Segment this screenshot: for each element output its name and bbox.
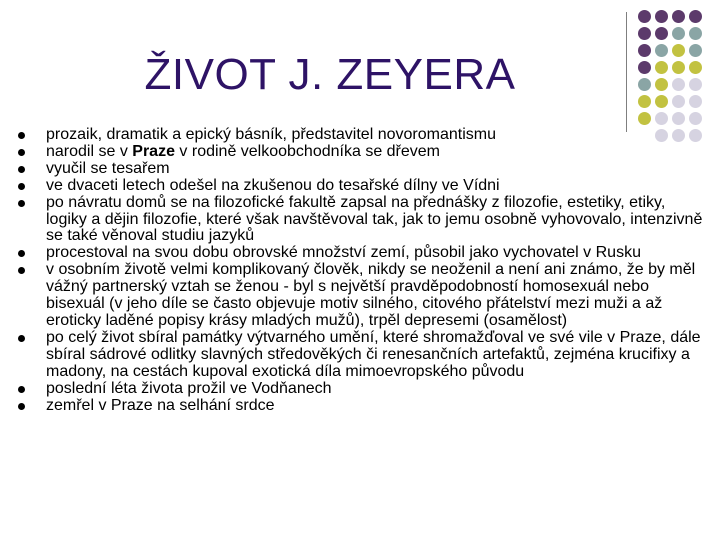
decorative-dot (672, 27, 685, 40)
decorative-dot (655, 78, 668, 91)
decorative-dot (638, 112, 651, 125)
decorative-dot (689, 78, 702, 91)
bullet-list (18, 127, 708, 414)
decorative-dot (672, 44, 685, 57)
decorative-dot (655, 27, 668, 40)
decorative-dot (689, 95, 702, 108)
decorative-dot (672, 112, 685, 125)
decorative-dot (689, 61, 702, 74)
decorative-dot (638, 27, 651, 40)
decorative-dot (638, 95, 651, 108)
decorative-dot (672, 10, 685, 23)
bullet-item: prozaik, dramatik a epický básník, představitel novoromantismu (18, 127, 708, 144)
decorative-dot (672, 61, 685, 74)
decorative-dot (655, 61, 668, 74)
decorative-dot (638, 10, 651, 23)
decorative-dot (638, 78, 651, 91)
decorative-dot (689, 10, 702, 23)
decorative-dot (689, 44, 702, 57)
decorative-dot (689, 112, 702, 125)
decorative-dot (672, 95, 685, 108)
bullet-item: poslední léta života prožil ve Vodňanech (18, 381, 708, 398)
decorative-dot (655, 10, 668, 23)
bullet-item: narodil se v Praze v rodině velkoobchodníka se dřevem (18, 144, 708, 161)
decorative-dot (655, 95, 668, 108)
bullet-item: vyučil se tesařem (18, 161, 708, 178)
decorative-dot (638, 61, 651, 74)
bullet-item: v osobním životě velmi komplikovaný člověk, nikdy se neoženil a není ani známo, že by měl vážný partnerský vztah se ženou - byl s největší pravděpodobností homosexuál nebo bisexuál (v jeho díle se často objevuje motiv silného, citového přátelství mezi muži a až eroticky laděné popisy krásy mladých mužů), trpěl depresemi (osamělost) (18, 262, 708, 330)
decorative-dot (689, 27, 702, 40)
decorative-dot (655, 44, 668, 57)
bullet-item: ve dvaceti letech odešel na zkušenou do tesařské dílny ve Vídni (18, 178, 708, 195)
slide-title: ŽIVOT J. ZEYERA (144, 50, 516, 99)
bullet-item: po celý život sbíral památky výtvarného umění, které shromažďoval ve své vile v Praze, dále sbíral sádrové odlitky slavných středověkých či renesančních artefaktů, zejména krucifixy a madony, na cestách kupoval exotická díla mimoevropského původu (18, 330, 708, 381)
bullet-item: po návratu domů se na filozofické fakultě zapsal na přednášky z filozofie, estetiky, etiky, logiky a dějin filozofie, které však navštěvoval tak, jak to jemu osobně vyhovovalo, intenzivně se také věnoval studiu jazyků (18, 195, 708, 246)
decorative-dot (638, 44, 651, 57)
decorative-dot (655, 112, 668, 125)
decorative-dot (672, 78, 685, 91)
bullet-item: zemřel v Praze na selhání srdce (18, 398, 708, 415)
bullet-item: procestoval na svou dobu obrovské množství zemí, působil jako vychovatel v Rusku (18, 245, 708, 262)
